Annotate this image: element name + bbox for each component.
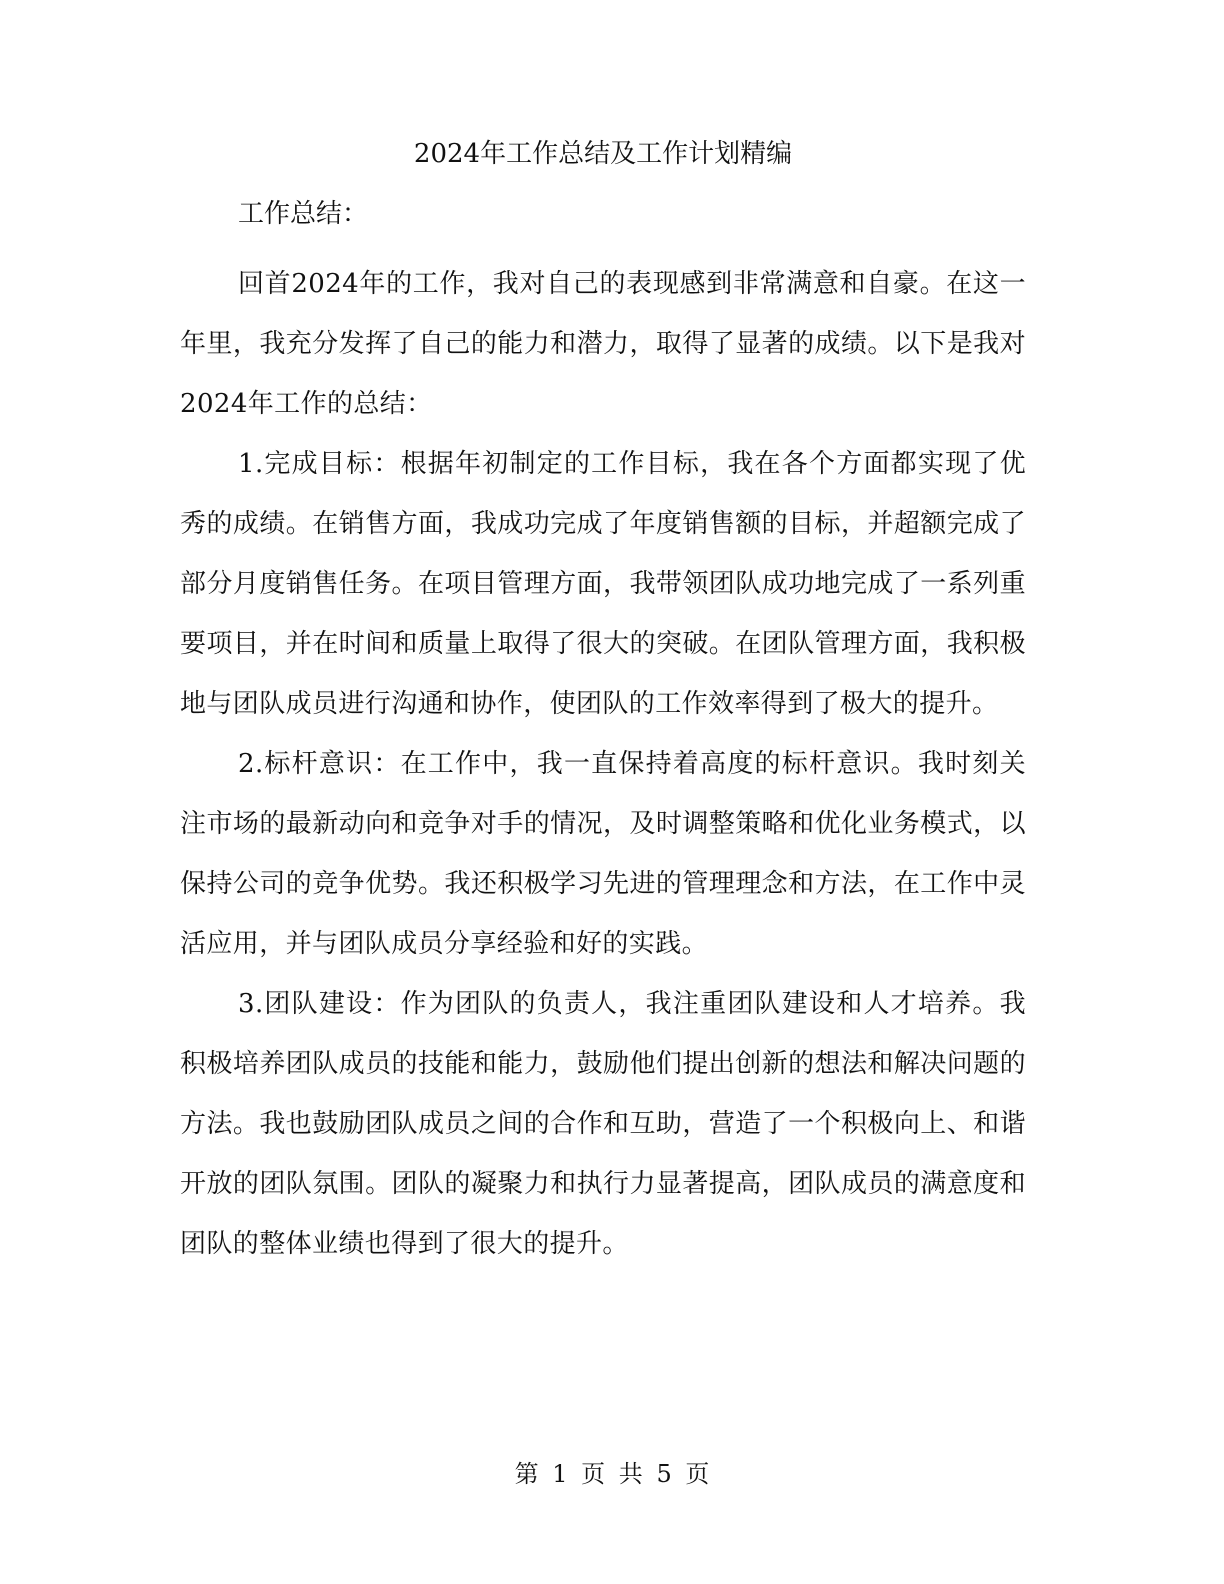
- paragraph-goals: 1.完成目标：根据年初制定的工作目标，我在各个方面都实现了优秀的成绩。在销售方面，我成功完成了年度销售额的目标，并超额完成了部分月度销售任务。在项目管理方面，我带领团队成功地完成了一系列重要项目，并在时间和质量上取得了很大的突破。在团队管理方面，我积极地与团队成员进行沟通和协作，使团队的工作效率得到了极大的提升。: [180, 449, 1026, 719]
- paragraph-team-building: 3.团队建设：作为团队的负责人，我注重团队建设和人才培养。我积极培养团队成员的技能和能力，鼓励他们提出创新的想法和解决问题的方法。我也鼓励团队成员之间的合作和互助，营造了一个积极向上、和谐开放的团队氛围。团队的凝聚力和执行力显著提高，团队成员的满意度和团队的整体业绩也得到了很大的提升。: [180, 989, 1026, 1259]
- paragraph-benchmark: 2.标杆意识：在工作中，我一直保持着高度的标杆意识。我时刻关注市场的最新动向和竞争对手的情况，及时调整策略和优化业务模式，以保持公司的竞争优势。我还积极学习先进的管理理念和方法，在工作中灵活应用，并与团队成员分享经验和好的实践。: [180, 749, 1026, 959]
- document-body: [180, 134, 1026, 1274]
- page-number-footer: 第 1 页 共 5 页: [514, 1460, 710, 1488]
- paragraph-intro: 回首2024年的工作，我对自己的表现感到非常满意和自豪。在这一年里，我充分发挥了自己的能力和潜力，取得了显著的成绩。以下是我对2024年工作的总结：: [180, 269, 1026, 419]
- document-title: 2024年工作总结及工作计划精编: [413, 139, 793, 169]
- section-heading: 工作总结：: [238, 199, 369, 229]
